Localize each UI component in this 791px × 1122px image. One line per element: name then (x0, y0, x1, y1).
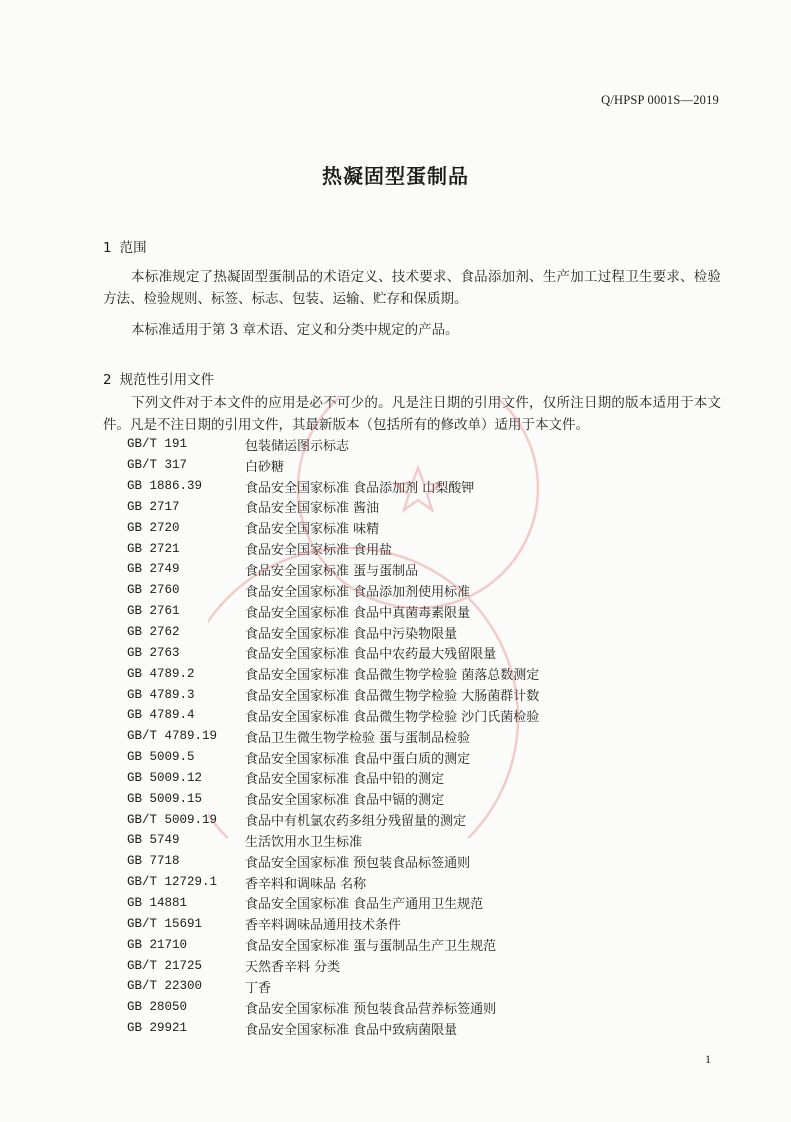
scope-paragraph-1: 本标准规定了热凝固型蛋制品的术语定义、技术要求、食品添加剂、生产加工过程卫生要求、检验方法、检验规则、标签、标志、包装、运输、贮存和保质期。 (103, 269, 721, 307)
reference-row (127, 851, 727, 872)
reference-name: 食品安全国家标准 酱油 (245, 501, 380, 517)
reference-code: GB 5009.15 (127, 791, 203, 806)
reference-name: 食品中有机氯农药多组分残留量的测定 (245, 814, 467, 830)
reference-row (127, 684, 727, 705)
reference-row (127, 747, 727, 768)
reference-code: GB 2717 (127, 499, 180, 514)
reference-code: GB 4789.2 (127, 666, 195, 681)
reference-name: 食品安全国家标准 蛋与蛋制品 (245, 563, 419, 579)
reference-name: 食品安全国家标准 食品生产通用卫生规范 (245, 897, 484, 913)
reference-code: GB 5009.12 (127, 770, 203, 785)
reference-row (127, 538, 727, 559)
reference-name: 食品安全国家标准 预包装食品标签通则 (245, 855, 471, 871)
reference-code: GB/T 317 (127, 458, 188, 473)
reference-list (127, 434, 727, 1038)
reference-row (127, 934, 727, 955)
section-title: 范围 (119, 240, 147, 256)
reference-code: GB/T 21725 (127, 958, 203, 973)
reference-row (127, 955, 727, 976)
reference-row (127, 622, 727, 643)
reference-row (127, 997, 727, 1018)
reference-row (127, 663, 727, 684)
reference-code: GB 2763 (127, 645, 180, 660)
reference-name: 食品安全国家标准 食品中蛋白质的测定 (245, 751, 471, 767)
reference-row (127, 601, 727, 622)
reference-row (127, 976, 727, 997)
reference-name: 食品安全国家标准 食品中真菌毒素限量 (245, 605, 471, 621)
reference-name: 香辛料和调味品 名称 (245, 876, 367, 892)
reference-name: 食品安全国家标准 食品中污染物限量 (245, 626, 458, 642)
reference-code: GB 5009.5 (127, 750, 195, 765)
section-heading-scope (103, 236, 147, 256)
reference-row (127, 455, 727, 476)
reference-name: 食品安全国家标准 食品中致病菌限量 (245, 1022, 458, 1038)
reference-row (127, 872, 727, 893)
reference-code: GB/T 5009.19 (127, 812, 218, 827)
reference-name: 食品卫生微生物学检验 蛋与蛋制品检验 (245, 730, 471, 746)
reference-row (127, 705, 727, 726)
reference-code: GB 2760 (127, 583, 180, 598)
reference-code: GB/T 12729.1 (127, 875, 218, 890)
scope-paragraph-2: 本标准适用于第 3 章术语、定义和分类中规定的产品。 (131, 322, 459, 338)
document-title: 热凝固型蛋制品 (322, 164, 469, 188)
reference-code: GB 2720 (127, 520, 180, 535)
section-title: 规范性引用文件 (119, 372, 215, 388)
reference-name: 食品安全国家标准 预包装食品营养标签通则 (245, 1001, 497, 1017)
reference-code: GB 2721 (127, 541, 180, 556)
reference-code: GB 2749 (127, 562, 180, 577)
reference-code: GB/T 191 (127, 437, 188, 452)
section-number: 1 (103, 240, 112, 256)
section-number: 2 (103, 372, 112, 388)
reference-row (127, 642, 727, 663)
reference-name: 食品安全国家标准 食品微生物学检验 沙门氏菌检验 (245, 709, 540, 725)
reference-code: GB 4789.3 (127, 687, 195, 702)
reference-row (127, 497, 727, 518)
reference-code: GB 5749 (127, 833, 180, 848)
reference-code: GB 2762 (127, 625, 180, 640)
reference-name: 丁香 (245, 980, 272, 996)
reference-name: 白砂糖 (245, 459, 285, 475)
reference-name: 天然香辛料 分类 (245, 960, 341, 976)
reference-name: 食品安全国家标准 食品微生物学检验 菌落总数测定 (245, 668, 540, 684)
reference-name: 食品安全国家标准 食品中铅的测定 (245, 772, 445, 788)
reference-code: GB 21710 (127, 937, 188, 952)
reference-code: GB 2761 (127, 604, 180, 619)
reference-code: GB 14881 (127, 895, 188, 910)
reference-name: 生活饮用水卫生标准 (245, 834, 363, 850)
reference-name: 食品安全国家标准 味精 (245, 522, 380, 538)
reference-code: GB 7718 (127, 854, 180, 869)
reference-code: GB/T 15691 (127, 916, 203, 931)
reference-row (127, 434, 727, 455)
reference-row (127, 913, 727, 934)
reference-name: 食品安全国家标准 食品中镉的测定 (245, 793, 445, 809)
reference-row (127, 476, 727, 497)
reference-row (127, 1018, 727, 1039)
reference-name: 食品安全国家标准 食品微生物学检验 大肠菌群计数 (245, 689, 540, 705)
reference-row (127, 517, 727, 538)
reference-code: GB/T 22300 (127, 979, 203, 994)
reference-name: 包装储运图示标志 (245, 438, 350, 454)
reference-code: GB/T 4789.19 (127, 729, 218, 744)
reference-row (127, 768, 727, 789)
reference-code: GB 1886.39 (127, 479, 203, 494)
reference-code: GB 4789.4 (127, 708, 195, 723)
reference-code: GB 28050 (127, 1000, 188, 1015)
reference-row (127, 809, 727, 830)
reference-name: 食品安全国家标准 食品添加剂 山梨酸钾 (245, 480, 475, 496)
reference-name: 食品安全国家标准 食用盐 (245, 543, 393, 559)
section-heading-normative-references (103, 368, 214, 388)
reference-row (127, 580, 727, 601)
reference-code: GB 29921 (127, 1021, 188, 1036)
reference-row (127, 893, 727, 914)
reference-row (127, 830, 727, 851)
reference-name: 食品安全国家标准 食品中农药最大残留限量 (245, 647, 497, 663)
standard-code: Q/HPSP 0001S—2019 (601, 93, 719, 107)
page-number: 1 (705, 1052, 711, 1066)
references-intro-paragraph: 下列文件对于本文件的应用是必不可少的。凡是注日期的引用文件，仅所注日期的版本适用于本文件。凡是不注日期的引用文件，其最新版本（包括所有的修改单）适用于本文件。 (103, 395, 721, 433)
reference-row (127, 559, 727, 580)
reference-row (127, 726, 727, 747)
reference-row (127, 788, 727, 809)
reference-name: 食品安全国家标准 蛋与蛋制品生产卫生规范 (245, 939, 497, 955)
reference-name: 香辛料调味品通用技术条件 (245, 918, 402, 934)
reference-name: 食品安全国家标准 食品添加剂使用标准 (245, 584, 471, 600)
